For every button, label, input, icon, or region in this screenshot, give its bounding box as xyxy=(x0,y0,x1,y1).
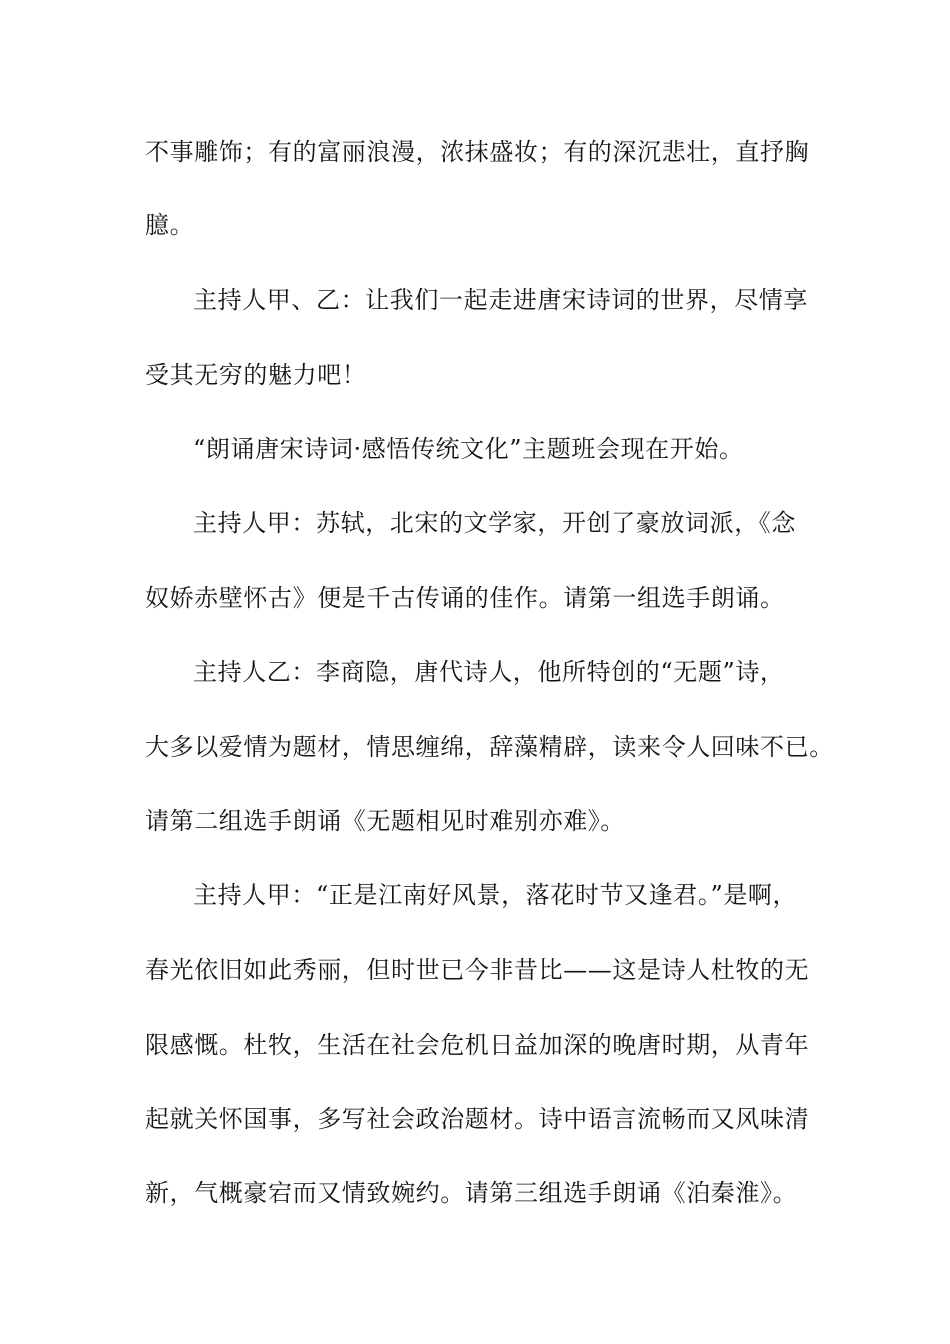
text-line: 受其无穷的魅力吧！ xyxy=(145,361,367,389)
text-line: 限感慨。杜牧，生活在社会危机日益加深的晚唐时期，从青年 xyxy=(145,1031,810,1059)
paragraph-start-line: “朗诵唐宋诗词·感悟传统文化”主题班会现在开始。 xyxy=(193,435,744,463)
text-line: 请第二组选手朗诵《无题相见时难别亦难》。 xyxy=(145,807,625,835)
text-line: 大多以爱情为题材，情思缠绵，辞藻精辟，读来令人回味不已。 xyxy=(145,733,834,761)
text-line: 春光依旧如此秀丽，但时世已今非昔比——这是诗人杜牧的无 xyxy=(145,956,810,984)
text-line: 起就关怀国事，多写社会政治题材。诗中语言流畅而又风味清 xyxy=(145,1105,810,1133)
paragraph-start-line: 主持人甲：“正是江南好风景，落花时节又逢君。”是啊， xyxy=(193,881,798,909)
text-line: 不事雕饰；有的富丽浪漫，浓抹盛妆；有的深沉悲壮，直抒胸 xyxy=(145,138,810,166)
paragraph-start-line: 主持人乙：李商隐，唐代诗人，他所特创的“无题”诗， xyxy=(193,658,785,686)
text-line: 臆。 xyxy=(145,211,195,239)
text-line: 新，气概豪宕而又情致婉约。请第三组选手朗诵《泊秦淮》。 xyxy=(145,1179,798,1207)
paragraph-start-line: 主持人甲、乙：让我们一起走进唐宋诗词的世界，尽情享 xyxy=(193,286,808,314)
text-line: 奴娇赤壁怀古》便是千古传诵的佳作。请第一组选手朗诵。 xyxy=(145,584,785,612)
paragraph-start-line: 主持人甲：苏轼，北宋的文学家，开创了豪放词派，《念 xyxy=(193,509,796,537)
